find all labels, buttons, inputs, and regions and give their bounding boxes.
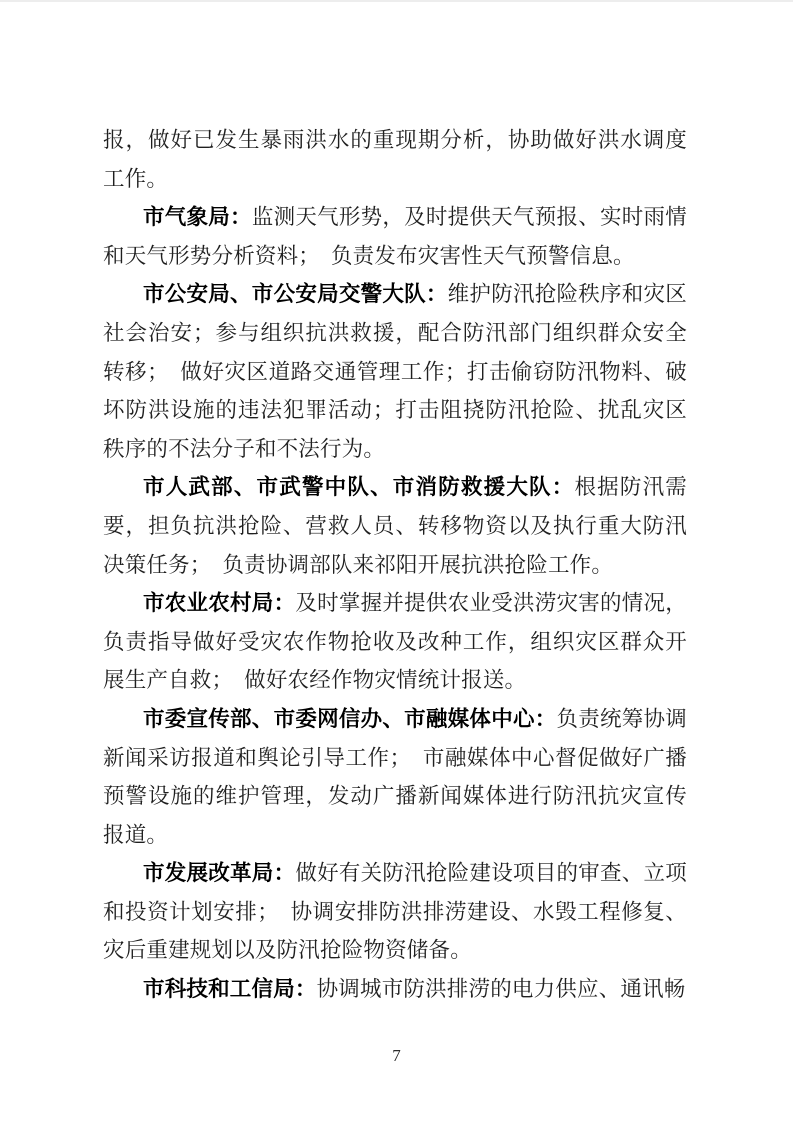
para-development-reform-bureau: [103, 854, 687, 970]
para-text: 根据防汛需要，担负抗洪抢险、营救人员、转移物资以及执行重大防汛决策任务； 负责协调部队来祁阳开展抗洪抢险工作。: [103, 475, 687, 577]
para-flood-dispatch-continuation: [103, 121, 687, 198]
para-text: 负责统筹协调新闻采访报道和舆论引导工作； 市融媒体中心督促做好广播预警设施的维护管理，发动广播新闻媒体进行防汛抗灾宣传报道。: [103, 706, 687, 847]
para-public-security-bureau: [103, 275, 687, 468]
para-text: 监测天气形势，及时提供天气预报、实时雨情和天气形势分析资料； 负责发布灾害性天气预警信息。: [103, 205, 687, 268]
department-heading: 市委宣传部、市委网信办、市融媒体中心：: [143, 706, 557, 731]
para-agriculture-rural-bureau: [103, 584, 687, 700]
para-propaganda-media-center: [103, 700, 687, 854]
department-heading: 市发展改革局：: [143, 861, 296, 886]
document-body: [103, 121, 687, 1009]
page-number: 7: [392, 1046, 401, 1065]
para-text: 协调城市防洪排涝的电力供应、通讯畅: [316, 977, 686, 1002]
department-heading: 市公安局、市公安局交警大队：: [143, 282, 448, 307]
para-military-and-fire-rescue: [103, 468, 687, 584]
department-heading: 市科技和工信局：: [143, 977, 317, 1002]
para-text: 及时掌握并提供农业受洪涝灾害的情况，负责指导做好受灾农作物抢收及改种工作，组织灾区群众开展生产自救； 做好农经作物灾情统计报送。: [103, 591, 687, 693]
department-heading: 市农业农村局：: [143, 591, 296, 616]
department-heading: 市气象局：: [143, 205, 252, 230]
para-text: 维护防汛抢险秩序和灾区社会治安；参与组织抗洪救援，配合防汛部门组织群众安全转移； 做好灾区道路交通管理工作；打击偷窃防汛物料、破坏防洪设施的违法犯罪活动；打击阻挠防汛抢险、扰乱灾区秩序的不法分子和不法行为。: [103, 282, 687, 461]
department-heading: 市人武部、市武警中队、市消防救援大队：: [143, 475, 575, 500]
para-text: 做好有关防汛抢险建设项目的审查、立项和投资计划安排； 协调安排防洪排涝建设、水毁工程修复、灾后重建规划以及防汛抢险物资储备。: [103, 861, 687, 963]
para-meteorological-bureau: [103, 198, 687, 275]
para-science-tech-industry-bureau: [103, 970, 687, 1009]
para-text: 报，做好已发生暴雨洪水的重现期分析，协助做好洪水调度工作。: [103, 128, 687, 191]
